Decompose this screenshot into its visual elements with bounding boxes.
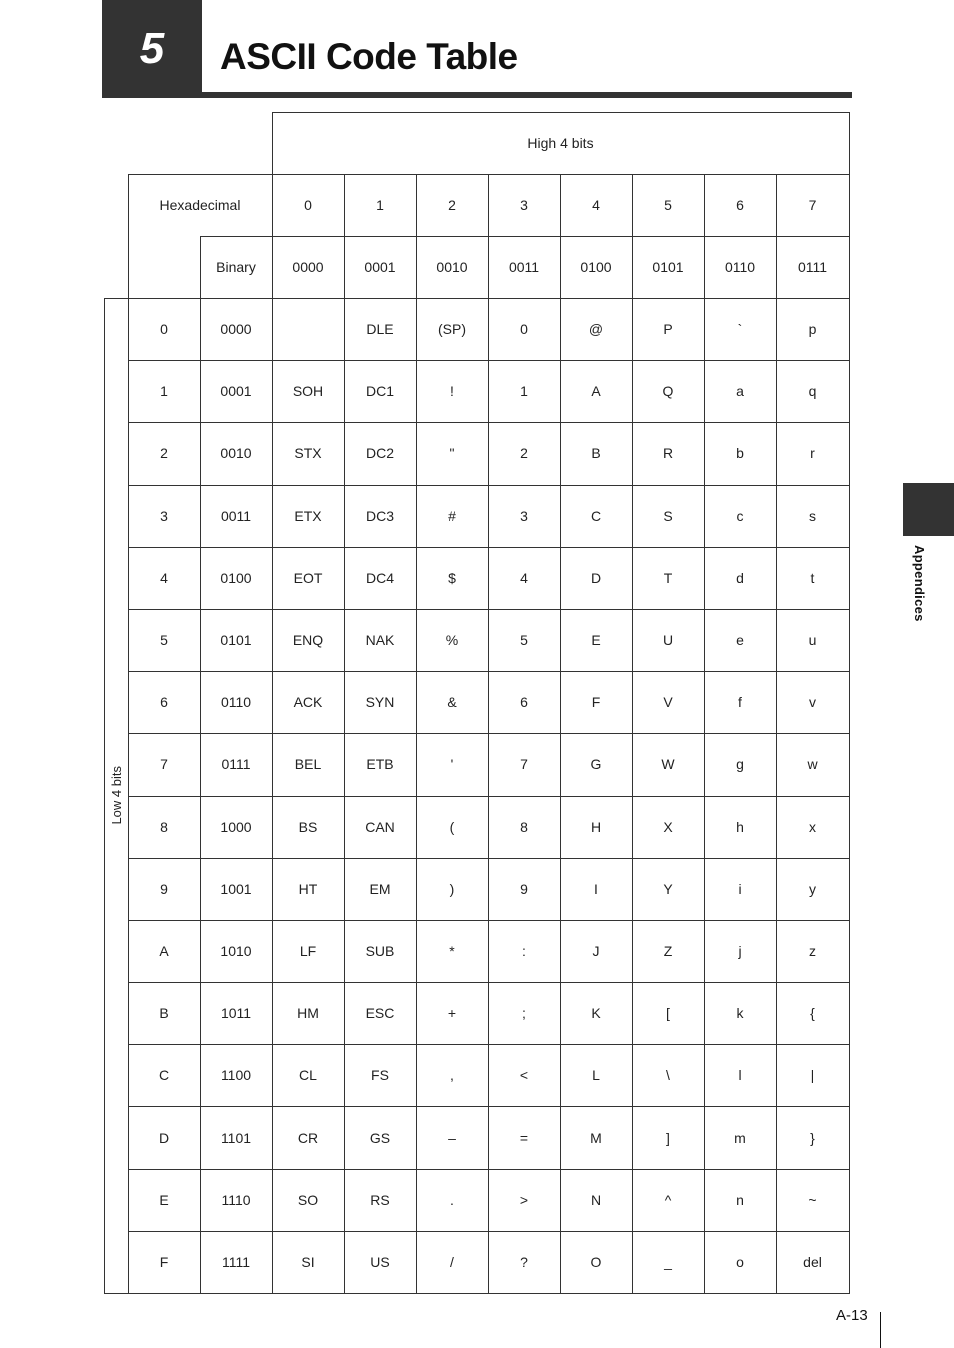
- row-bin-cell: 1100: [220, 1067, 252, 1084]
- ascii-char-cell: DC4: [365, 569, 394, 586]
- ascii-char-cell: ': [450, 756, 454, 773]
- table-rule: [104, 298, 849, 299]
- ascii-char-cell: a: [736, 383, 744, 400]
- row-bin-cell: 0100: [220, 569, 252, 586]
- ascii-char-cell: J: [592, 942, 600, 959]
- ascii-char-cell: ESC: [365, 1005, 395, 1022]
- ascii-char-cell: p: [808, 321, 817, 338]
- ascii-char-cell: SOH: [292, 383, 324, 400]
- row-hex-cell: 3: [160, 507, 168, 524]
- ascii-char-cell: :: [522, 942, 526, 959]
- high-bin-cell: 0010: [436, 259, 468, 275]
- side-tab-label: Appendices: [912, 545, 927, 622]
- ascii-char-cell: EOT: [293, 569, 323, 586]
- ascii-char-cell: F: [591, 694, 601, 711]
- ascii-char-cell: P: [663, 321, 673, 338]
- ascii-char-cell: 0: [520, 321, 528, 338]
- side-tab-marker: [903, 483, 954, 536]
- ascii-char-cell: X: [663, 818, 673, 835]
- ascii-char-cell: –: [448, 1129, 456, 1146]
- ascii-char-cell: ,: [450, 1067, 454, 1084]
- row-hex-cell: A: [159, 942, 169, 959]
- ascii-char-cell: A: [591, 383, 601, 400]
- ascii-char-cell: j: [738, 942, 742, 959]
- row-hex-cell: C: [158, 1067, 170, 1084]
- ascii-char-cell: del: [803, 1253, 822, 1270]
- high-bits-label: High 4 bits: [527, 135, 594, 151]
- ascii-char-cell: x: [809, 818, 816, 835]
- title-underline: [202, 92, 852, 98]
- ascii-char-cell: BEL: [294, 756, 322, 773]
- ascii-char-cell: e: [736, 632, 744, 649]
- ascii-char-cell: DC2: [365, 445, 394, 462]
- row-hex-cell: B: [159, 1005, 169, 1022]
- ascii-char-cell: {: [810, 1005, 815, 1022]
- ascii-char-cell: ENQ: [292, 632, 324, 649]
- ascii-char-cell: (: [449, 818, 455, 835]
- ascii-char-cell: %: [445, 632, 459, 649]
- table-rule: [776, 174, 777, 1294]
- ascii-char-cell: w: [807, 756, 818, 773]
- high-hex-cell: 2: [448, 197, 456, 213]
- ascii-char-cell: 7: [520, 756, 528, 773]
- ascii-char-cell: q: [808, 383, 817, 400]
- ascii-char-cell: Z: [663, 942, 673, 959]
- table-rule: [849, 112, 850, 1294]
- ascii-char-cell: DLE: [366, 321, 394, 338]
- ascii-char-cell: <: [519, 1067, 529, 1084]
- ascii-char-cell: v: [809, 694, 816, 711]
- row-hex-cell: 5: [160, 632, 168, 649]
- ascii-char-cell: GS: [369, 1129, 391, 1146]
- row-hex-cell: 1: [160, 383, 168, 400]
- high-hex-cell: 6: [736, 197, 744, 213]
- ascii-char-cell: I: [594, 880, 598, 897]
- ascii-char-cell: [272, 298, 344, 360]
- page-number-rule: [880, 1312, 881, 1348]
- table-rule: [200, 236, 849, 237]
- ascii-char-cell: (SP): [438, 321, 466, 338]
- ascii-char-cell: 3: [520, 507, 528, 524]
- ascii-char-cell: _: [664, 1253, 672, 1270]
- ascii-char-cell: LF: [299, 942, 317, 959]
- ascii-char-cell: t: [810, 569, 815, 586]
- ascii-char-cell: r: [810, 445, 815, 462]
- ascii-char-cell: k: [736, 1005, 744, 1022]
- ascii-char-cell: \: [666, 1067, 670, 1084]
- ascii-char-cell: S: [663, 507, 673, 524]
- high-bin-cell: 0111: [797, 259, 828, 275]
- table-rule: [272, 112, 273, 1294]
- ascii-char-cell: SYN: [365, 694, 395, 711]
- ascii-char-cell: M: [590, 1129, 602, 1146]
- ascii-char-cell: K: [591, 1005, 601, 1022]
- ascii-char-cell: 4: [520, 569, 528, 586]
- row-bin-cell: 0111: [221, 756, 251, 773]
- ascii-char-cell: m: [734, 1129, 746, 1146]
- table-rule: [272, 112, 849, 113]
- ascii-char-cell: H: [590, 818, 602, 835]
- table-rule: [416, 174, 417, 1294]
- ascii-char-cell: O: [590, 1253, 602, 1270]
- ascii-char-cell: 6: [520, 694, 528, 711]
- ascii-char-cell: !: [450, 383, 454, 400]
- ascii-char-cell: *: [449, 942, 455, 959]
- row-bin-cell: 1111: [221, 1253, 251, 1270]
- table-rule: [560, 174, 561, 1294]
- row-hex-cell: 9: [160, 880, 168, 897]
- ascii-char-cell: HT: [298, 880, 318, 897]
- ascii-char-cell: HM: [297, 1005, 319, 1022]
- ascii-char-cell: Q: [662, 383, 674, 400]
- ascii-char-cell: h: [736, 818, 744, 835]
- high-bin-cell: 0101: [652, 259, 684, 275]
- ascii-char-cell: CL: [299, 1067, 317, 1084]
- ascii-char-cell: 2: [520, 445, 528, 462]
- ascii-char-cell: RS: [370, 1191, 390, 1208]
- high-hex-cell: 7: [808, 197, 817, 213]
- row-bin-cell: 0010: [220, 445, 252, 462]
- ascii-char-cell: SUB: [365, 942, 395, 959]
- ascii-char-cell: l: [738, 1067, 742, 1084]
- ascii-char-cell: E: [591, 632, 601, 649]
- row-hex-cell: D: [158, 1129, 170, 1146]
- ascii-char-cell: ): [449, 880, 455, 897]
- row-hex-cell: 7: [160, 756, 168, 773]
- table-rule: [488, 174, 489, 1294]
- ascii-char-cell: C: [590, 507, 602, 524]
- ascii-char-cell: DC1: [365, 383, 394, 400]
- ascii-char-cell: R: [662, 445, 674, 462]
- ascii-char-cell: z: [809, 942, 816, 959]
- hex-header-label: Hexadecimal: [159, 197, 241, 213]
- ascii-char-cell: i: [738, 880, 742, 897]
- ascii-char-cell: y: [809, 880, 816, 897]
- ascii-char-cell: ;: [522, 1005, 526, 1022]
- high-hex-cell: 5: [664, 197, 672, 213]
- ascii-char-cell: L: [592, 1067, 600, 1084]
- ascii-char-cell: STX: [294, 445, 322, 462]
- table-rule: [632, 174, 633, 1294]
- table-rule: [200, 236, 201, 1294]
- ascii-char-cell: =: [519, 1129, 529, 1146]
- ascii-char-cell: #: [448, 507, 456, 524]
- ascii-char-cell: V: [663, 694, 673, 711]
- ascii-char-cell: g: [736, 756, 744, 773]
- ascii-char-cell: /: [450, 1253, 454, 1270]
- ascii-char-cell: .: [450, 1191, 454, 1208]
- ascii-char-cell: 8: [520, 818, 528, 835]
- ascii-char-cell: f: [738, 694, 742, 711]
- ascii-char-cell: ETX: [294, 507, 322, 524]
- ascii-char-cell: [: [666, 1005, 670, 1022]
- high-bin-cell: 0110: [724, 259, 756, 275]
- low-bits-label: Low 4 bits: [108, 766, 124, 825]
- ascii-char-cell: SO: [297, 1191, 319, 1208]
- high-bin-cell: 0011: [508, 259, 540, 275]
- ascii-char-cell: Y: [663, 880, 673, 897]
- page-title: ASCII Code Table: [220, 36, 518, 77]
- table-rule: [704, 174, 705, 1294]
- ascii-char-cell: T: [663, 569, 673, 586]
- table-rule: [128, 174, 129, 1294]
- high-hex-cell: 0: [304, 197, 312, 213]
- ascii-char-cell: ?: [520, 1253, 528, 1270]
- row-bin-cell: 1001: [220, 880, 252, 897]
- ascii-char-cell: CR: [297, 1129, 319, 1146]
- row-bin-cell: 0101: [220, 632, 252, 649]
- row-hex-cell: 4: [160, 569, 168, 586]
- ascii-char-cell: >: [519, 1191, 529, 1208]
- ascii-char-cell: &: [447, 694, 457, 711]
- low-bits-label-box: [104, 298, 128, 1293]
- ascii-char-cell: n: [736, 1191, 744, 1208]
- ascii-char-cell: c: [736, 507, 744, 524]
- high-bin-cell: 0100: [580, 259, 612, 275]
- ascii-char-cell: EM: [369, 880, 391, 897]
- ascii-char-cell: s: [809, 507, 816, 524]
- ascii-char-cell: D: [590, 569, 602, 586]
- ascii-char-cell: CAN: [365, 818, 395, 835]
- ascii-char-cell: }: [810, 1129, 815, 1146]
- row-bin-cell: 1010: [220, 942, 252, 959]
- ascii-char-cell: $: [448, 569, 456, 586]
- row-bin-cell: 0011: [220, 507, 252, 524]
- ascii-char-cell: SI: [301, 1253, 315, 1270]
- row-bin-cell: 0000: [220, 321, 252, 338]
- ascii-char-cell: 5: [520, 632, 528, 649]
- row-hex-cell: 0: [160, 321, 168, 338]
- row-hex-cell: F: [159, 1253, 169, 1270]
- ascii-char-cell: US: [370, 1253, 390, 1270]
- binary-header-label: Binary: [216, 259, 256, 275]
- high-hex-cell: 1: [376, 197, 384, 213]
- ascii-char-cell: DC3: [365, 507, 394, 524]
- ascii-char-cell: ^: [664, 1191, 672, 1208]
- high-bin-cell: 0001: [364, 259, 396, 275]
- high-bin-cell: 0000: [292, 259, 324, 275]
- ascii-char-cell: ACK: [293, 694, 323, 711]
- ascii-char-cell: NAK: [365, 632, 395, 649]
- row-bin-cell: 1110: [221, 1191, 251, 1208]
- ascii-char-cell: ~: [808, 1191, 817, 1208]
- ascii-char-cell: `: [737, 321, 743, 338]
- row-bin-cell: 0001: [220, 383, 252, 400]
- row-bin-cell: 1011: [220, 1005, 252, 1022]
- ascii-char-cell: BS: [298, 818, 318, 835]
- row-bin-cell: 1101: [220, 1129, 252, 1146]
- ascii-char-cell: B: [591, 445, 601, 462]
- ascii-char-cell: ETB: [366, 756, 394, 773]
- ascii-char-cell: N: [590, 1191, 602, 1208]
- ascii-char-cell: d: [736, 569, 744, 586]
- ascii-char-cell: ]: [666, 1129, 670, 1146]
- table-rule: [104, 298, 105, 1294]
- ascii-char-cell: b: [736, 445, 744, 462]
- ascii-char-cell: ": [449, 445, 455, 462]
- row-hex-cell: E: [159, 1191, 169, 1208]
- ascii-char-cell: |: [810, 1067, 815, 1084]
- ascii-char-cell: G: [590, 756, 602, 773]
- ascii-char-cell: o: [736, 1253, 744, 1270]
- chapter-number: 5: [139, 24, 165, 73]
- high-hex-cell: 3: [520, 197, 528, 213]
- row-bin-cell: 0110: [220, 694, 252, 711]
- ascii-char-cell: FS: [371, 1067, 389, 1084]
- ascii-char-cell: 1: [520, 383, 528, 400]
- row-hex-cell: 8: [160, 818, 168, 835]
- ascii-char-cell: @: [588, 321, 604, 338]
- chapter-number-box: [102, 0, 202, 98]
- ascii-char-cell: U: [662, 632, 674, 649]
- ascii-char-cell: +: [447, 1005, 457, 1022]
- row-hex-cell: 2: [160, 445, 168, 462]
- ascii-char-cell: W: [661, 756, 675, 773]
- page-number: A-13: [836, 1307, 868, 1324]
- row-bin-cell: 1000: [220, 818, 252, 835]
- row-hex-cell: 6: [160, 694, 168, 711]
- high-hex-cell: 4: [592, 197, 600, 213]
- ascii-char-cell: 9: [520, 880, 528, 897]
- ascii-char-cell: u: [808, 632, 817, 649]
- table-rule: [104, 1293, 849, 1294]
- table-rule: [344, 174, 345, 1294]
